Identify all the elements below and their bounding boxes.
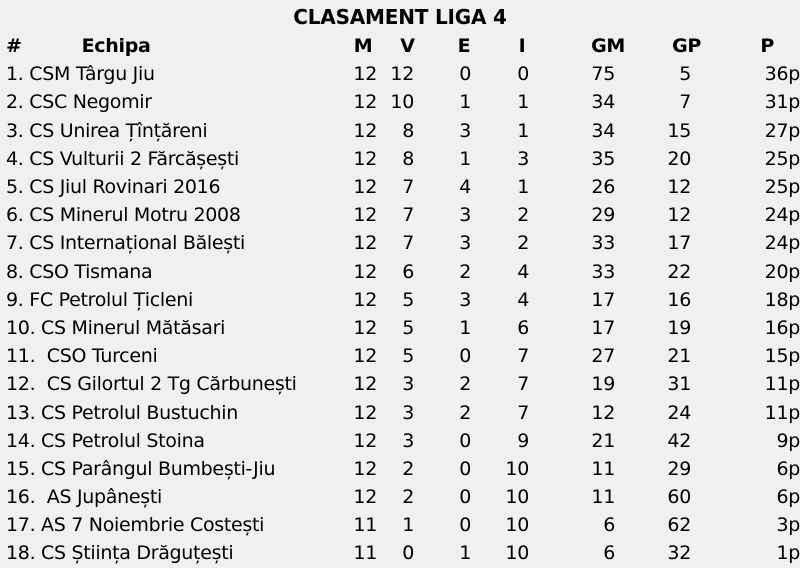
header-m: M: [353, 35, 373, 58]
cell-v: 3: [402, 401, 414, 424]
cell-p: 6p: [776, 457, 800, 480]
cell-e: 3: [459, 232, 471, 255]
cell-p: 24p: [764, 204, 800, 227]
cell-i: 10: [505, 457, 529, 480]
cell-m: 12: [353, 457, 377, 480]
cell-team: 3. CS Unirea Țînțăreni: [6, 119, 208, 142]
cell-v: 3: [402, 429, 414, 452]
table-row: [0, 117, 800, 145]
standings-body: [0, 60, 800, 567]
cell-team: 7. CS Internațional Bălești: [6, 232, 246, 255]
cell-m: 12: [353, 316, 377, 339]
cell-gm: 34: [591, 119, 615, 142]
cell-e: 0: [459, 345, 471, 368]
cell-gp: 29: [667, 457, 691, 480]
table-row: [0, 370, 800, 398]
table-row: [0, 258, 800, 286]
cell-v: 5: [402, 316, 414, 339]
cell-i: 6: [517, 316, 529, 339]
cell-gp: 31: [667, 373, 691, 396]
cell-i: 7: [517, 373, 529, 396]
cell-p: 1p: [776, 542, 800, 565]
cell-i: 1: [517, 91, 529, 114]
header-e: E: [457, 35, 471, 58]
cell-v: 7: [402, 204, 414, 227]
table-row: [0, 455, 800, 483]
cell-gm: 75: [591, 63, 615, 86]
cell-e: 0: [459, 429, 471, 452]
cell-v: 6: [402, 260, 414, 283]
cell-gm: 29: [591, 204, 615, 227]
cell-i: 1: [517, 176, 529, 199]
table-row: [0, 539, 800, 567]
cell-i: 4: [517, 288, 529, 311]
cell-team: 6. CS Minerul Motru 2008: [6, 204, 241, 227]
cell-gm: 11: [591, 457, 615, 480]
cell-e: 3: [459, 288, 471, 311]
cell-p: 36p: [764, 63, 800, 86]
cell-e: 0: [459, 457, 471, 480]
cell-gm: 17: [591, 316, 615, 339]
cell-gm: 17: [591, 288, 615, 311]
standings-table: [0, 32, 800, 568]
table-row: [0, 314, 800, 342]
cell-e: 3: [459, 204, 471, 227]
cell-team: 4. CS Vulturii 2 Fărcășești: [6, 147, 240, 170]
cell-e: 2: [459, 401, 471, 424]
table-row: [0, 511, 800, 539]
cell-p: 18p: [764, 288, 800, 311]
cell-team: 12. CS Gilortul 2 Tg Cărbunești: [6, 373, 297, 396]
cell-p: 31p: [764, 91, 800, 114]
cell-p: 6p: [776, 486, 800, 509]
cell-m: 12: [353, 401, 377, 424]
cell-i: 10: [505, 542, 529, 565]
table-row: [0, 173, 800, 201]
cell-p: 15p: [764, 345, 800, 368]
cell-i: 4: [517, 260, 529, 283]
table-row: [0, 229, 800, 257]
cell-gp: 24: [667, 401, 691, 424]
table-row: [0, 88, 800, 116]
cell-gp: 12: [667, 176, 691, 199]
cell-gp: 16: [667, 288, 691, 311]
cell-p: 16p: [764, 316, 800, 339]
cell-v: 5: [402, 288, 414, 311]
cell-gm: 33: [591, 232, 615, 255]
cell-v: 2: [402, 486, 414, 509]
cell-e: 1: [459, 316, 471, 339]
cell-m: 12: [353, 260, 377, 283]
header-row: [0, 32, 800, 60]
cell-team: 9. FC Petrolul Țicleni: [6, 288, 193, 311]
cell-p: 24p: [764, 232, 800, 255]
cell-gm: 12: [591, 401, 615, 424]
cell-team: 5. CS Jiul Rovinari 2016: [6, 176, 221, 199]
cell-p: 11p: [764, 401, 800, 424]
cell-v: 12: [390, 63, 414, 86]
table-row: [0, 286, 800, 314]
cell-v: 7: [402, 232, 414, 255]
cell-i: 3: [517, 147, 529, 170]
cell-e: 2: [459, 260, 471, 283]
cell-m: 12: [353, 119, 377, 142]
cell-e: 1: [459, 147, 471, 170]
header-i: I: [518, 35, 526, 58]
cell-gp: 60: [667, 486, 691, 509]
header-team: Echipa: [81, 35, 151, 58]
cell-gp: 20: [667, 147, 691, 170]
cell-i: 9: [517, 429, 529, 452]
header-gm: GM: [591, 35, 625, 58]
cell-m: 12: [353, 147, 377, 170]
cell-e: 4: [459, 176, 471, 199]
cell-gp: 5: [679, 63, 691, 86]
cell-i: 1: [517, 119, 529, 142]
cell-gp: 21: [667, 345, 691, 368]
cell-v: 2: [402, 457, 414, 480]
cell-i: 7: [517, 345, 529, 368]
cell-gm: 27: [591, 345, 615, 368]
cell-m: 12: [353, 429, 377, 452]
cell-m: 12: [353, 63, 377, 86]
header-p: P: [760, 35, 774, 58]
cell-p: 3p: [776, 514, 800, 537]
table-row: [0, 201, 800, 229]
cell-team: 18. CS Știința Drăguțești: [6, 542, 234, 565]
cell-v: 7: [402, 176, 414, 199]
table-row: [0, 483, 800, 511]
cell-team: 16. AS Jupânești: [6, 486, 163, 509]
cell-gp: 22: [667, 260, 691, 283]
header-v: V: [400, 35, 415, 58]
cell-m: 12: [353, 373, 377, 396]
header-team-cell: [0, 32, 346, 60]
cell-p: 27p: [764, 119, 800, 142]
cell-gp: 42: [667, 429, 691, 452]
cell-v: 0: [402, 542, 414, 565]
header-hash: #: [6, 35, 22, 58]
cell-gm: 19: [591, 373, 615, 396]
cell-v: 1: [402, 514, 414, 537]
cell-gm: 6: [603, 514, 615, 537]
cell-v: 8: [402, 147, 414, 170]
cell-p: 9p: [776, 429, 800, 452]
cell-i: 7: [517, 401, 529, 424]
cell-gm: 33: [591, 260, 615, 283]
cell-team: 17. AS 7 Noiembrie Costești: [6, 514, 265, 537]
cell-team: 2. CSC Negomir: [6, 91, 152, 114]
cell-gm: 11: [591, 486, 615, 509]
cell-i: 10: [505, 486, 529, 509]
cell-p: 25p: [764, 176, 800, 199]
cell-i: 2: [517, 204, 529, 227]
table-row: [0, 427, 800, 455]
cell-m: 12: [353, 345, 377, 368]
cell-i: 0: [517, 63, 529, 86]
table-row: [0, 145, 800, 173]
cell-i: 10: [505, 514, 529, 537]
cell-e: 1: [459, 91, 471, 114]
cell-gm: 21: [591, 429, 615, 452]
cell-gp: 17: [667, 232, 691, 255]
cell-gp: 32: [667, 542, 691, 565]
cell-p: 25p: [764, 147, 800, 170]
cell-e: 0: [459, 514, 471, 537]
cell-m: 12: [353, 486, 377, 509]
cell-team: 11. CSO Turceni: [6, 345, 158, 368]
cell-i: 2: [517, 232, 529, 255]
cell-v: 3: [402, 373, 414, 396]
cell-v: 8: [402, 119, 414, 142]
cell-p: 11p: [764, 373, 800, 396]
cell-team: 10. CS Minerul Mătăsari: [6, 316, 226, 339]
cell-team: 13. CS Petrolul Bustuchin: [6, 401, 238, 424]
cell-e: 2: [459, 373, 471, 396]
cell-m: 12: [353, 232, 377, 255]
cell-m: 11: [353, 514, 377, 537]
cell-v: 5: [402, 345, 414, 368]
cell-v: 10: [390, 91, 414, 114]
cell-gm: 34: [591, 91, 615, 114]
table-row: [0, 398, 800, 426]
page-title: CLASAMENT LIGA 4: [293, 5, 507, 29]
cell-gp: 12: [667, 204, 691, 227]
cell-m: 12: [353, 176, 377, 199]
cell-team: 14. CS Petrolul Stoina: [6, 429, 205, 452]
cell-m: 12: [353, 204, 377, 227]
cell-m: 12: [353, 91, 377, 114]
cell-m: 11: [353, 542, 377, 565]
cell-gm: 26: [591, 176, 615, 199]
header-gp: GP: [672, 35, 701, 58]
cell-gm: 35: [591, 147, 615, 170]
cell-p: 20p: [764, 260, 800, 283]
cell-m: 12: [353, 288, 377, 311]
cell-gp: 19: [667, 316, 691, 339]
cell-team: 1. CSM Târgu Jiu: [6, 63, 155, 86]
cell-gp: 7: [679, 91, 691, 114]
cell-e: 0: [459, 486, 471, 509]
table-row: [0, 60, 800, 88]
cell-gm: 6: [603, 542, 615, 565]
cell-e: 3: [459, 119, 471, 142]
cell-e: 0: [459, 63, 471, 86]
table-row: [0, 342, 800, 370]
cell-team: 8. CSO Tismana: [6, 260, 153, 283]
cell-team: 15. CS Parângul Bumbești-Jiu: [6, 457, 276, 480]
cell-gp: 15: [667, 119, 691, 142]
cell-e: 1: [459, 542, 471, 565]
cell-gp: 62: [667, 514, 691, 537]
